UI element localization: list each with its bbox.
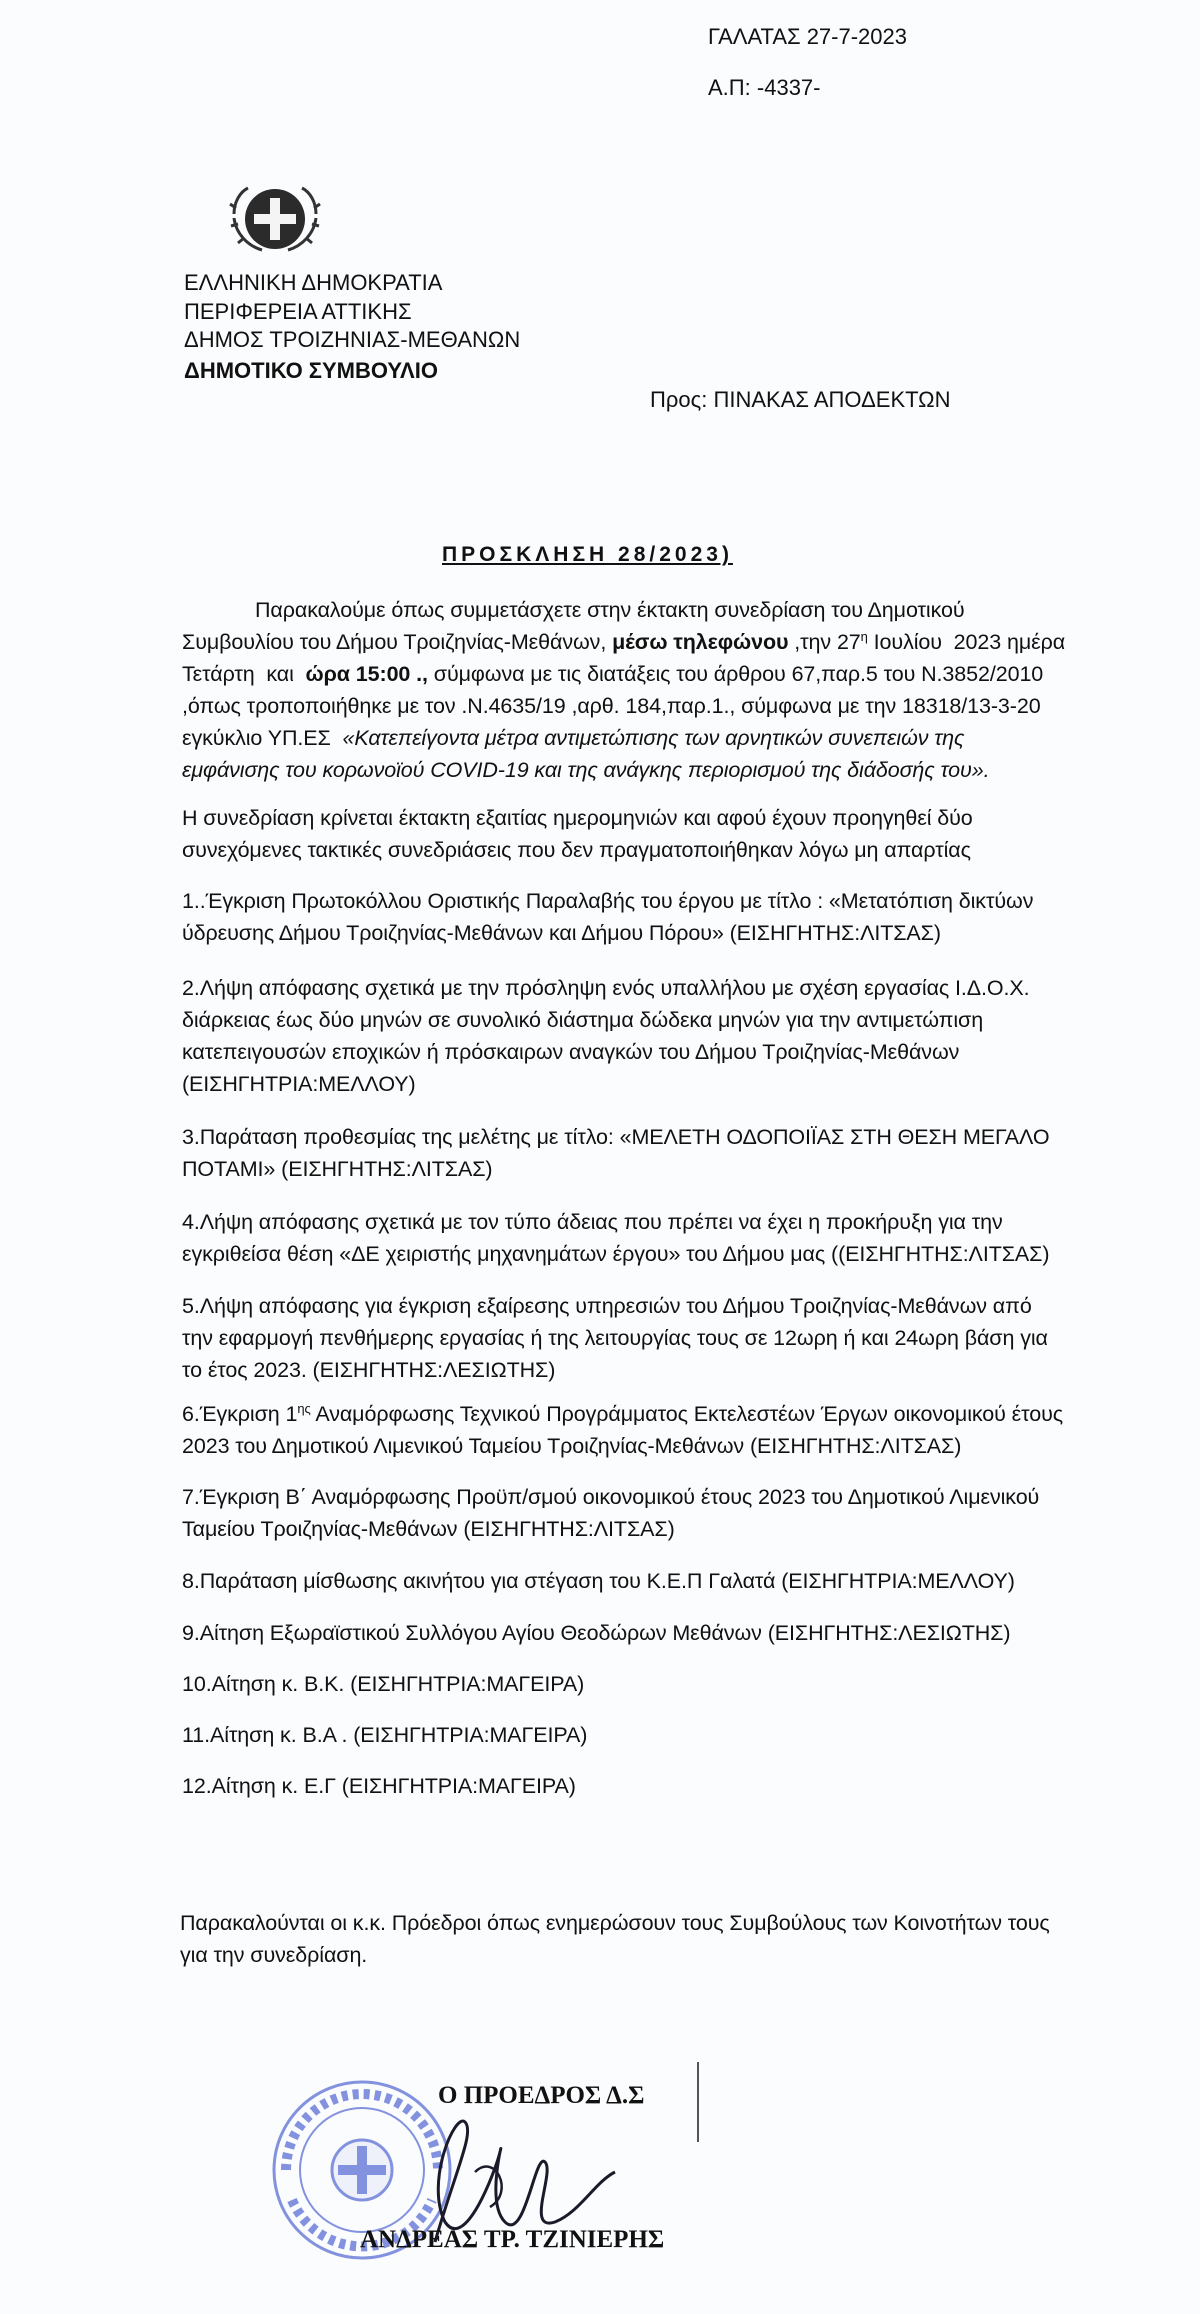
signatory-role: Ο ΠΡΟΕΔΡΟΣ Δ.Σ <box>438 2082 645 2109</box>
intro-line-1: Παρακαλούμε όπως συμμετάσχετε στην έκτακτη συνεδρίαση του Δημοτικού <box>255 598 965 622</box>
signature-divider <box>697 2062 699 2142</box>
issuer-line-1: ΕΛΛΗΝΙΚΗ ΔΗΜΟΚΡΑΤΙΑ <box>184 270 443 295</box>
agenda-item-2-line-3: κατεπειγουσών εποχικών ή πρόσκαιρων αναγκών του Δήμου Τροιζηνίας-Μεθάνων <box>182 1040 960 1064</box>
reason-line-1: Η συνεδρίαση κρίνεται έκτακτη εξαιτίας ημερομηνιών και αφού έχουν προηγηθεί δύο <box>182 806 973 830</box>
agenda-item-5-line-2: την εφαρμογή πενθήμερης εργασίας ή της λειτουργίας τους σε 12ωρη ή και 24ωρη βάση για <box>182 1326 1048 1350</box>
page-title: ΠΡΟΣΚΛΗΣΗ 28/2023) <box>442 543 733 566</box>
agenda-item-6-line-1: 6.Έγκριση $1^{\eta\varsigma}$ Αναμόρφωσης Τεχνικού Προγράμματος Εκτελεστέων Έργων οικονομικού έτους <box>182 1400 1063 1426</box>
intro-line-4: ,όπως τροποποιήθηκε με τον .Ν.4635/19 ,αρθ. 184,παρ.1., σύμφωνα με την 18318/13-3-20 <box>182 694 1041 718</box>
agenda-item-7-line-1: 7.Έγκριση Β΄ Αναμόρφωσης Προϋπ/σμού οικονομικού έτους 2023 του Δημοτικού Λιμενικού <box>182 1485 1040 1509</box>
agenda-item-5-line-1: 5.Λήψη απόφασης για έγκριση εξαίρεσης υπηρεσιών του Δήμου Τροιζηνίας-Μεθάνων από <box>182 1294 1032 1318</box>
reason-line-2: συνεχόμενες τακτικές συνεδριάσεις που δεν πραγματοποιήθηκαν λόγω μη απαρτίας <box>182 838 971 862</box>
signatory-name: ΑΝΔΡΕΑΣ ΤΡ. ΤΖΙΝΙΕΡΗΣ <box>360 2226 665 2253</box>
issuer-line-3: ΔΗΜΟΣ ΤΡΟΙΖΗΝΙΑΣ-ΜΕΘΑΝΩΝ <box>184 327 521 352</box>
agenda-item-12: 12.Αίτηση κ. Ε.Γ (ΕΙΣΗΓΗΤΡΙΑ:ΜΑΓΕΙΡΑ) <box>182 1774 576 1798</box>
place-date: ΓΑΛΑΤΑΣ 27-7-2023 <box>708 24 907 49</box>
agenda-item-3-line-2: ΠΟΤΑΜΙ» (ΕΙΣΗΓΗΤΗΣ:ΛΙΤΣΑΣ) <box>182 1157 493 1181</box>
agenda-item-11: 11.Αίτηση κ. Β.Α . (ΕΙΣΗΓΗΤΡΙΑ:ΜΑΓΕΙΡΑ) <box>182 1723 588 1747</box>
recipient: Προς: ΠΙΝΑΚΑΣ ΑΠΟΔΕΚΤΩΝ <box>650 387 951 412</box>
intro-line-2: Συμβουλίου του Δήμου Τροιζηνίας-Μεθάνων, μέσω τηλεφώνου ,την $27^\eta$ Ιουλίου 2023 ημέρα <box>182 628 1066 654</box>
agenda-item-3-line-1: 3.Παράταση προθεσμίας της μελέτης με τίτλο: «ΜΕΛΕΤΗ ΟΔΟΠΟΙΪΑΣ ΣΤΗ ΘΕΣΗ ΜΕΓΑΛΟ <box>182 1125 1050 1149</box>
agenda-item-7-line-2: Ταμείου Τροιζηνίας-Μεθάνων (ΕΙΣΗΓΗΤΗΣ:ΛΙΤΣΑΣ) <box>182 1517 675 1541</box>
agenda-item-2-line-4: (ΕΙΣΗΓΗΤΡΙΑ:ΜΕΛΛΟΥ) <box>182 1072 416 1096</box>
issuer-line-2: ΠΕΡΙΦΕΡΕΙΑ ΑΤΤΙΚΗΣ <box>184 299 412 324</box>
protocol-number: Α.Π: -4337- <box>708 75 821 100</box>
greek-coat-of-arms-icon <box>226 184 324 254</box>
agenda-item-1-line-2: ύδρευσης Δήμου Τροιζηνίας-Μεθάνων και Δήμου Πόρου» (ΕΙΣΗΓΗΤΗΣ:ΛΙΤΣΑΣ) <box>182 921 941 945</box>
issuer-line-4: ΔΗΜΟΤΙΚΟ ΣΥΜΒΟΥΛΙΟ <box>184 358 438 383</box>
closing-line-1: Παρακαλούνται οι κ.κ. Πρόεδροι όπως ενημερώσουν τους Συμβούλους των Κοινοτήτων τους <box>180 1911 1050 1935</box>
agenda-item-8: 8.Παράταση μίσθωσης ακινήτου για στέγαση του Κ.Ε.Π Γαλατά (ΕΙΣΗΓΗΤΡΙΑ:ΜΕΛΛΟΥ) <box>182 1569 1015 1593</box>
agenda-item-6-line-2: 2023 του Δημοτικού Λιμενικού Ταμείου Τροιζηνίας-Μεθάνων (ΕΙΣΗΓΗΤΗΣ:ΛΙΤΣΑΣ) <box>182 1434 962 1458</box>
agenda-item-9: 9.Αίτηση Εξωραϊστικού Συλλόγου Αγίου Θεοδώρων Μεθάνων (ΕΙΣΗΓΗΤΗΣ:ΛΕΣΙΩΤΗΣ) <box>182 1621 1011 1645</box>
agenda-item-10: 10.Αίτηση κ. Β.Κ. (ΕΙΣΗΓΗΤΡΙΑ:ΜΑΓΕΙΡΑ) <box>182 1672 585 1696</box>
agenda-item-1-line-1: 1..Έγκριση Πρωτοκόλλου Οριστικής Παραλαβής του έργου με τίτλο : «Μετατόπιση δικτύων <box>182 889 1034 913</box>
intro-line-5: εγκύκλιο ΥΠ.ΕΣ «Κατεπείγοντα μέτρα αντιμετώπισης των αρνητικών συνεπειών της <box>182 726 965 750</box>
agenda-item-2-line-2: διάρκειας έως δύο μηνών σε συνολικό διάστημα δώδεκα μηνών για την αντιμετώπιση <box>182 1008 984 1032</box>
agenda-item-4-line-1: 4.Λήψη απόφασης σχετικά με τον τύπο άδειας που πρέπει να έχει η προκήρυξη για την <box>182 1210 1003 1234</box>
agenda-item-5-line-3: το έτος 2023. (ΕΙΣΗΓΗΤΗΣ:ΛΕΣΙΩΤΗΣ) <box>182 1358 556 1382</box>
agenda-item-2-line-1: 2.Λήψη απόφασης σχετικά με την πρόσληψη ενός υπαλλήλου με σχέση εργασίας Ι.Δ.Ο.Χ. <box>182 976 1030 1000</box>
agenda-item-4-line-2: εγκριθείσα θέση «ΔΕ χειριστής μηχανημάτων έργου» του Δήμου μας ((ΕΙΣΗΓΗΤΗΣ:ΛΙΤΣΑΣ) <box>182 1242 1050 1266</box>
closing-line-2: για την συνεδρίαση. <box>180 1943 368 1967</box>
intro-line-3: Τετάρτη και ώρα 15:00 ., σύμφωνα με τις διατάξεις του άρθρου 67,παρ.5 του Ν.3852/2010 <box>182 662 1044 686</box>
intro-line-6: εμφάνισης του κορωνοϊού COVID-19 και της ανάγκης περιορισμού της διάδοσής του». <box>182 758 990 782</box>
